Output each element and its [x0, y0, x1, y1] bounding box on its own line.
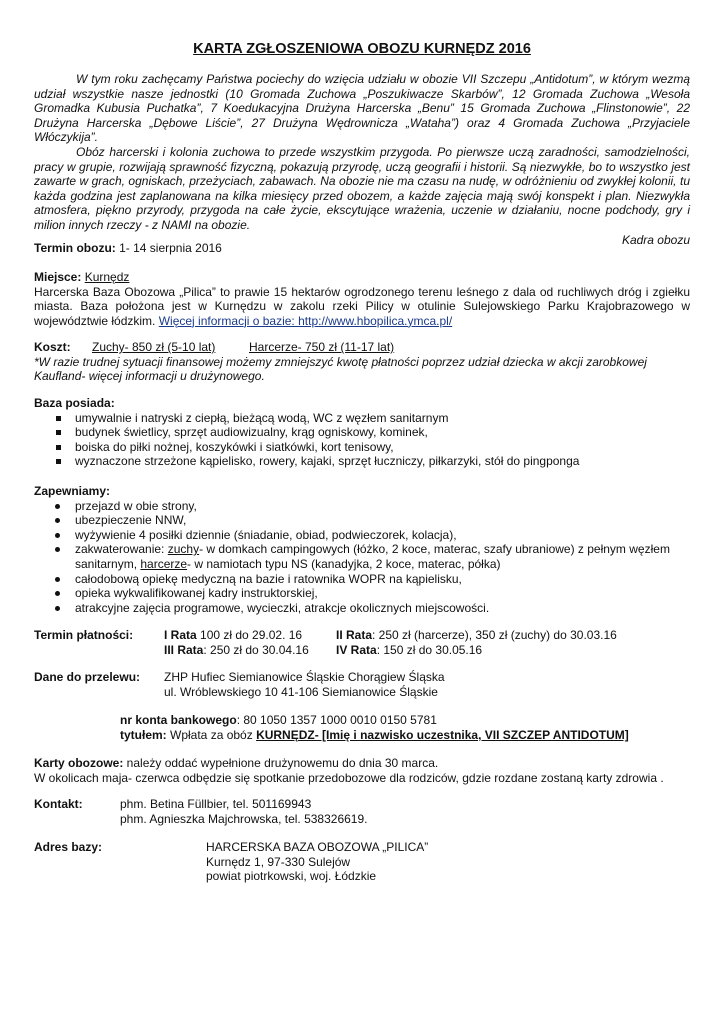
kontakt-line-1: phm. Betina Füllbier, tel. 501169943 — [120, 797, 312, 811]
karty-line-2: W okolicach maja- czerwca odbędzie się spotkanie przedobozowe dla rodziców, gdzie rozdane zostaną karty zdrowia . — [34, 770, 664, 785]
przelew-section — [34, 670, 690, 742]
zapewniamy-label: Zapewniamy: — [34, 484, 111, 498]
adres-line-3: powiat piotrkowski, woj. Łódzkie — [206, 869, 377, 884]
platnosci-label: Termin płatności: — [34, 628, 134, 642]
rata-4: IV Rata: 150 zł do 30.05.16 — [336, 642, 483, 657]
zapewniamy-section — [34, 484, 690, 615]
list-item: ubezpieczenie NNW, — [34, 513, 690, 528]
zakwaterowanie-harcerze: harcerze — [140, 556, 188, 571]
koszt-harcerze: Harcerze- 750 zł (11-17 lat) — [249, 340, 395, 354]
miejsce-label: Miejsce: — [34, 270, 82, 284]
rata-2: II Rata: 250 zł (harcerze), 350 zł (zuchy) do 30.03.16 — [336, 628, 617, 642]
list-item: wyżywienie 4 posiłki dziennie (śniadanie, obiad, podwieczorek, kolacja), — [34, 528, 690, 543]
list-item-zakwaterowanie — [34, 542, 690, 571]
koszt-note: *W razie trudnej sytuacji finansowej możemy zmniejszyć kwotę płatności poprzez udział dziecka w akcji zarobkowej Kaufland- więcej informacji u drużynowego. — [34, 354, 647, 384]
baza-label: Baza posiada: — [34, 396, 115, 410]
list-item: boiska do piłki nożnej, koszykówki i siatkówki, kort tenisowy, — [34, 440, 690, 455]
intro-paragraph-1: W tym roku zachęcamy Państwa pociechy do wzięcia udziału w obozie VII Szczepu „Antidotum”, w którym wezmą udział wszystkie nasze jednostki (10 Gromada Zuchowa „Poszukiwacze Skarbów”, 12 Gromada Zuchowa „Wesoła Gromadka Kubusia Puchatka”, 7 Koedukacyjna Drużyna Harcerska „Benu” 15 Gromada Zuchowa „Flinstonowie”, 22 Drużyna Harcerska „Dębowe Liście”, 27 Drużyna Wędrownicza „Wataha”) oraz 4 Gromada Zuchowa „Przyjaciele Włóczykija”. — [34, 72, 690, 145]
kontakt-line-2: phm. Agnieszka Majchrowska, tel. 538326619. — [120, 811, 368, 826]
miejsce-section — [34, 270, 690, 328]
konto-number: nr konta bankowego: 80 1050 1357 1000 0010 0150 5781 — [120, 713, 437, 728]
list-item: przejazd w obie strony, — [34, 499, 690, 514]
platnosci-section — [34, 628, 690, 657]
zakwaterowanie-harcerze-text: - w namiotach typu NS (kanadyjka, 2 koce, materac, półka) — [187, 556, 501, 571]
adres-line-2: Kurnędz 1, 97-330 Sulejów — [206, 854, 351, 869]
adres-label: Adres bazy: — [34, 840, 103, 854]
adres-section — [34, 840, 690, 884]
termin-value: 1- 14 sierpnia 2016 — [115, 241, 222, 255]
zakwaterowanie-zuchy-text: - w domkach campingowych (łóżko, 2 koce, materac, szafy ubraniowe) z pełnym węzłem sanitarnym, — [75, 542, 670, 571]
koszt-label: Koszt: — [34, 340, 71, 354]
list-item: opieka wykwalifikowanej kadry instruktorskiej, — [34, 586, 690, 601]
przelew-label: Dane do przelewu: — [34, 670, 141, 684]
rata-3: III Rata: 250 zł do 30.04.16 — [164, 642, 309, 657]
intro-paragraph-2: Obóz harcerski i kolonia zuchowa to przede wszystkim przygoda. Po pierwsze uczą zaradności, samodzielności, pracy w grupie, rozwijają sprawność fizyczną, pokazują przyrodę, uczą geografii i historii. Są niezwykłe, bo to wszystko jest zawarte w grach, ogniskach, przeżyciach, zabawach. Na obozie nie ma czasu na nudę, w odróżnieniu od zwykłej kolonii, tu każda godzina jest zaplanowana na kilka miesięcy przed obozem, a każde zajęcia mają swój konspekt i plan. Niezwykła atmosfera, piękno przyrody, przygoda na całe życie, ekscytujące wrażenia, uczenie w działaniu, nocne podchody, gry i milion innych rzeczy - z NAMI na obozie. — [34, 144, 690, 232]
intro-signature: Kadra obozu — [621, 232, 690, 247]
list-item: umywalnie i natryski z ciepłą, bieżącą wodą, WC z węzłem sanitarnym — [34, 411, 690, 426]
intro-section — [34, 72, 690, 247]
miejsce-text: Harcerska Baza Obozowa „Pilica” to prawie 15 hektarów ogrodzonego terenu leśnego z dala od ruchliwych dróg i zgiełku miasta. Baza położona jest w Kurnędzu w zakolu rzeki Pilicy w otulinie Sulejowskiego Parku Krajobrazowego w województwie łódzkim. — [34, 284, 690, 328]
zapewniamy-list — [34, 499, 690, 616]
koszt-section — [34, 340, 690, 384]
kontakt-section — [34, 797, 690, 826]
termin-section — [34, 241, 690, 256]
page-title: KARTA ZGŁOSZENIOWA OBOZU KURNĘDZ 2016 — [193, 41, 531, 57]
przelew-line-1: ZHP Hufiec Siemianowice Śląskie Chorągiew Śląska — [164, 670, 445, 684]
rata-1: I Rata 100 zł do 29.02. 16 — [164, 628, 303, 642]
termin-label: Termin obozu: — [34, 241, 116, 255]
koszt-zuchy: Zuchy- 850 zł (5-10 lat) — [92, 340, 216, 354]
baza-section — [34, 396, 690, 469]
karty-section — [34, 756, 690, 785]
adres-line-1: HARCERSKA BAZA OBOZOWA „PILICA” — [206, 840, 429, 854]
tytul-przelewu: tytułem: Wpłata za obóz KURNĘDZ- [Imię i nazwisko uczestnika, VII SZCZEP ANTIDOTUM] — [120, 727, 629, 742]
miejsce-place: Kurnędz — [84, 270, 130, 284]
kontakt-label: Kontakt: — [34, 797, 83, 811]
list-item: wyznaczone strzeżone kąpielisko, rowery, kajaki, sprzęt łuczniczy, piłkarzyki, stół do pingponga — [34, 454, 690, 469]
zakwaterowanie-zuchy: zuchy — [167, 542, 200, 557]
karty-label: Karty obozowe: — [34, 756, 124, 770]
list-item: całodobową opiekę medyczną na bazie i ratownika WOPR na kąpielisku, — [34, 572, 690, 587]
zakwaterowanie-label: zakwaterowanie: — [75, 542, 165, 557]
miejsce-info-link[interactable]: Więcej informacji o bazie: http://www.hbopilica.ymca.pl/ — [158, 313, 453, 328]
karty-line-1: należy oddać wypełnione drużynowemu do dnia 30 marca. — [123, 756, 439, 770]
przelew-line-2: ul. Wróblewskiego 10 41-106 Siemianowice Śląskie — [164, 684, 438, 699]
baza-list — [34, 411, 690, 469]
list-item: budynek świetlicy, sprzęt audiowizualny, krąg ogniskowy, kominek, — [34, 425, 690, 440]
list-item: atrakcyjne zajęcia programowe, wycieczki, atrakcje okolicznych miejscowości. — [34, 601, 690, 616]
